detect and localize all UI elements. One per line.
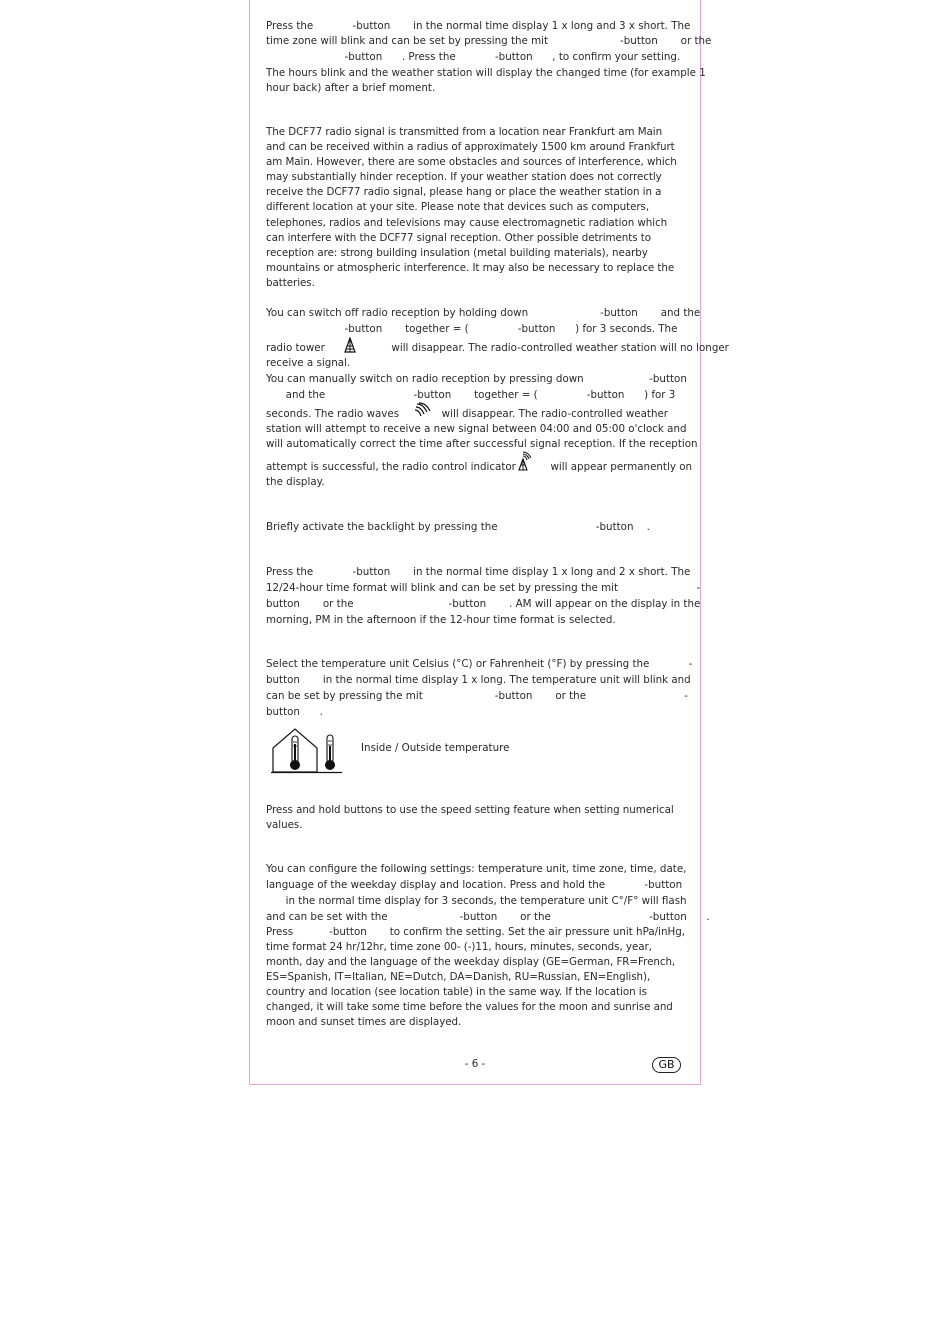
radio-waves-icon (414, 402, 432, 418)
text-line: hour back) after a brief moment. (266, 82, 436, 94)
text-fragment: seconds. The radio waves (266, 408, 400, 420)
radio-tower-icon (343, 337, 357, 353)
text-fragment: attempt is successful, the radio control indicator (266, 461, 516, 473)
text-line: and can be set with the -button or the -button . (266, 911, 710, 923)
text-line: can be set by pressing the mit -button or the - (266, 690, 688, 702)
text-line: time zone will blink and can be set by pressing the mit -button or the (266, 35, 712, 47)
text-line: button . (266, 706, 323, 718)
text-line: button or the -button . AM will appear on the display in the (266, 598, 701, 610)
text-line: station will attempt to receive a new signal between 04:00 and 05:00 o'clock and (266, 423, 687, 435)
paragraph-backlight: Briefly activate the backlight by pressing the -button . (266, 521, 650, 533)
text-line: You can configure the following settings: temperature unit, time zone, time, date, (266, 863, 687, 875)
indoor-outdoor-thermometer-icon (270, 726, 344, 776)
page-number: - 6 - (464, 1058, 486, 1070)
text-line (266, 341, 729, 356)
text-block: time format 24 hr/12hr, time zone 00- (-)11, hours, minutes, seconds, year, month, day and the language of the weekday display (GE=German, FR=French, ES=Spanish, IT=Italian, NE=Dutch, DA=Danish, RU=Russian, EN=English), country and location (see location table) in the same way. If the location is changed, it will take some time before the values for the moon and sunrise and moon and sunset times are displayed. (266, 941, 676, 1029)
radio-control-indicator-icon (517, 451, 533, 471)
text-line: receive a signal. (266, 357, 351, 369)
text-line: button in the normal time display 1 x long. The temperature unit will blink and (266, 674, 691, 686)
text-fragment: radio tower (266, 342, 325, 354)
text-line: the display. (266, 476, 325, 488)
paragraph-speed-setting: Press and hold buttons to use the speed setting feature when setting numerical values. (266, 804, 674, 832)
text-line: morning, PM in the afternoon if the 12-hour time format is selected. (266, 614, 616, 626)
text-fragment: will disappear. The radio-controlled weather station will no longer (391, 342, 729, 354)
language-badge: GB (652, 1057, 681, 1073)
text-line (266, 407, 668, 422)
text-line: Select the temperature unit Celsius (°C) or Fahrenheit (°F) by pressing the - (266, 658, 693, 670)
text-fragment: will disappear. The radio-controlled weather (441, 408, 669, 420)
text-line: in the normal time display for 3 seconds, the temperature unit C°/F° will flash (266, 895, 687, 907)
text-line: Press the -button in the normal time display 1 x long and 2 x short. The (266, 566, 691, 578)
text-line: 12/24-hour time format will blink and can be set by pressing the mit - (266, 582, 701, 594)
text-line: -button . Press the -button , to confirm your setting. (266, 51, 681, 63)
text-line: You can switch off radio reception by holding down -button and the (266, 307, 701, 319)
text-line: language of the weekday display and location. Press and hold the -button (266, 879, 683, 891)
text-line: and the -button together = ( -button ) for 3 (266, 389, 676, 401)
text-line: will automatically correct the time after successful signal reception. If the reception (266, 438, 698, 450)
text-line: You can manually switch on radio reception by pressing down -button (266, 373, 687, 385)
text-line (266, 460, 692, 475)
thermometer-caption: Inside / Outside temperature (361, 742, 510, 754)
text-line: Press -button to confirm the setting. Set the air pressure unit hPa/inHg, (266, 926, 686, 938)
text-fragment: will appear permanently on (550, 461, 693, 473)
text-line: -button together = ( -button ) for 3 seconds. The (266, 323, 678, 335)
text-line: The hours blink and the weather station will display the changed time (for example 1 (266, 67, 706, 79)
paragraph-dcf77-signal: The DCF77 radio signal is transmitted from a location near Frankfurt am Main and can be received within a radius of approximately 1500 km around Frankfurt am Main. However, there are some obstacles and sources of interference, which may substantially hinder reception. If your weather station does not correctly receive the DCF77 radio signal, please hang or place the weather station in a different location at your site. Please note that devices such as computers, telephones, radios and televisions may cause electromagnetic radiation which can interfere with the DCF77 signal reception. Other possible detriments to reception are: strong building insulation (metal building materials), nearby mountains or atmospheric interference. It may also be necessary to replace the batteries. (266, 126, 677, 289)
text-line: Press the -button in the normal time display 1 x long and 3 x short. The (266, 20, 691, 32)
